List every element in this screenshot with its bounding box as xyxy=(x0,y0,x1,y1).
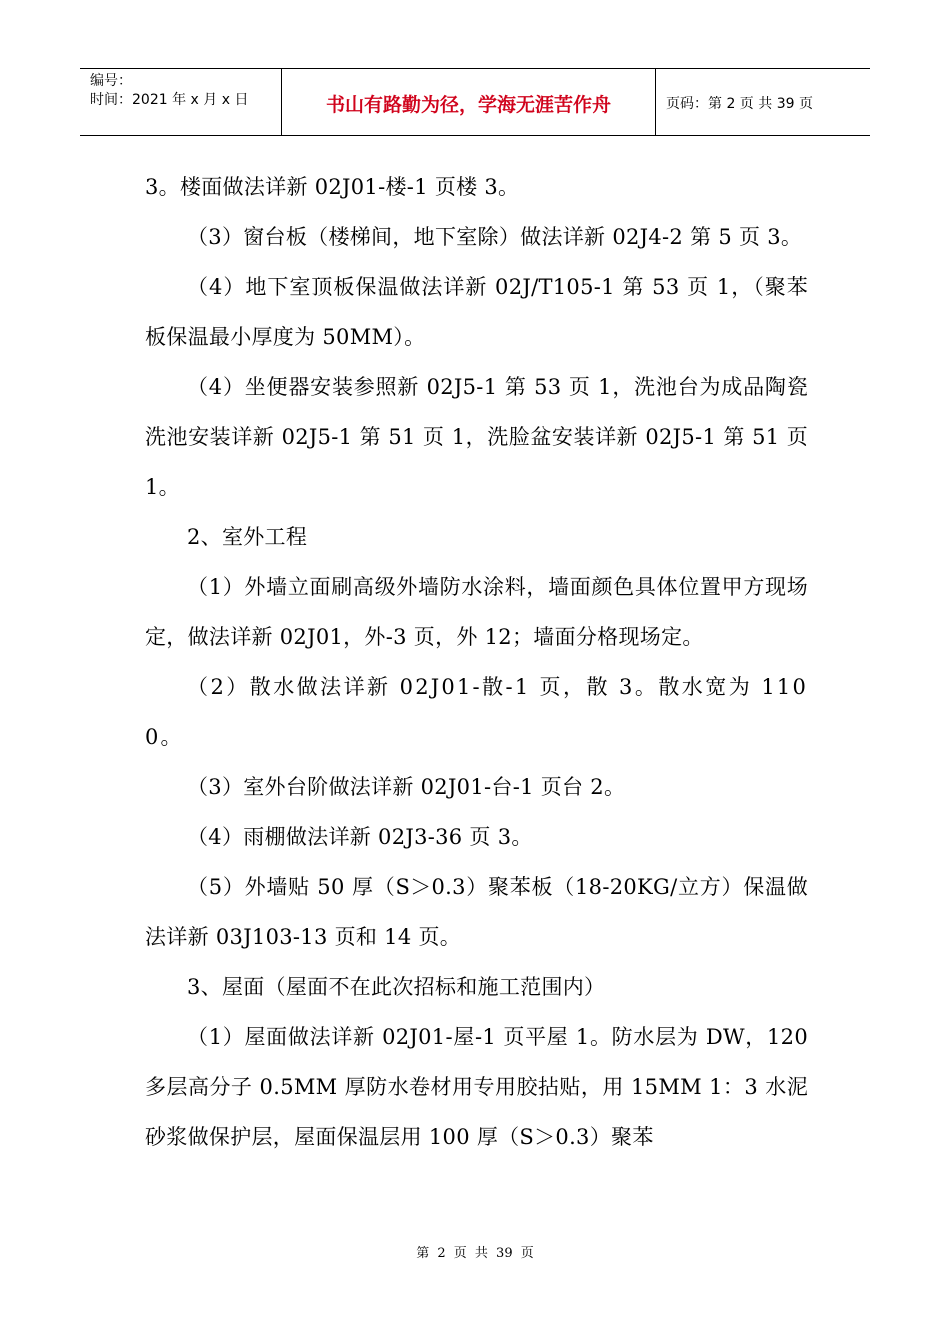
page-footer: 第 2 页 共 39 页 xyxy=(416,1246,534,1261)
paragraph-wall-insulation: （5）外墙贴 50 厚（S＞0.3）聚苯板（18-20KG/立方）保温做法详新 03J103-13 页和 14 页。 xyxy=(145,875,808,949)
page-header xyxy=(80,68,870,136)
section-heading-exterior: 2、室外工程 xyxy=(187,525,308,549)
header-page-number: 页码：第 2 页 共 39 页 xyxy=(666,96,813,112)
section-heading-roof: 3、屋面（屋面不在此次招标和施工范围内） xyxy=(187,975,606,999)
document-date: 时间：2021 年 x 月 x 日 xyxy=(90,92,249,108)
paragraph-outdoor-steps: （3）室外台阶做法详新 02J01-台-1 页台 2。 xyxy=(187,775,626,799)
paragraph-basement-insulation: （4）地下室顶板保温做法详新 02J/T105-1 第 53 页 1，（聚苯板保温最小厚度为 50MM）。 xyxy=(145,275,808,349)
paragraph-sanitary-fixtures: （4）坐便器安装参照新 02J5-1 第 53 页 1，洗池台为成品陶瓷洗池安装详新 02J5-1 第 51 页 1，洗脸盆安装详新 02J5-1 第 51 页 1。 xyxy=(145,375,808,499)
paragraph-exterior-paint: （1）外墙立面刷高级外墙防水涂料，墙面颜色具体位置甲方现场定，做法详新 02J01，外-3 页，外 12；墙面分格现场定。 xyxy=(145,575,808,649)
document-body xyxy=(145,162,808,1162)
paragraph-apron: （2）散水做法详新 02J01-散-1 页，散 3。散水宽为 1100。 xyxy=(145,675,808,749)
document-code-label: 编号： xyxy=(90,73,132,89)
paragraph-canopy: （4）雨棚做法详新 02J3-36 页 3。 xyxy=(187,825,533,849)
header-motto-cell xyxy=(282,69,656,135)
paragraph-window-sill: （3）窗台板（楼梯间，地下室除）做法详新 02J4-2 第 5 页 3。 xyxy=(187,225,803,249)
header-motto: 书山有路勤为径，学海无涯苦作舟 xyxy=(325,94,611,116)
paragraph-roof-finish: （1）屋面做法详新 02J01-屋-1 页平屋 1。防水层为 DW，120 多层高分子 0.5MM 厚防水卷材用专用胶拈贴，用 15MM 1：3 水泥砂浆做保护层，屋面保温层用 100 厚（S＞0.3）聚苯 xyxy=(145,1025,808,1149)
header-meta-cell xyxy=(80,69,282,135)
header-page-cell xyxy=(656,69,870,135)
paragraph-floor-finish: 3。楼面做法详新 02J01-楼-1 页楼 3。 xyxy=(145,175,520,199)
